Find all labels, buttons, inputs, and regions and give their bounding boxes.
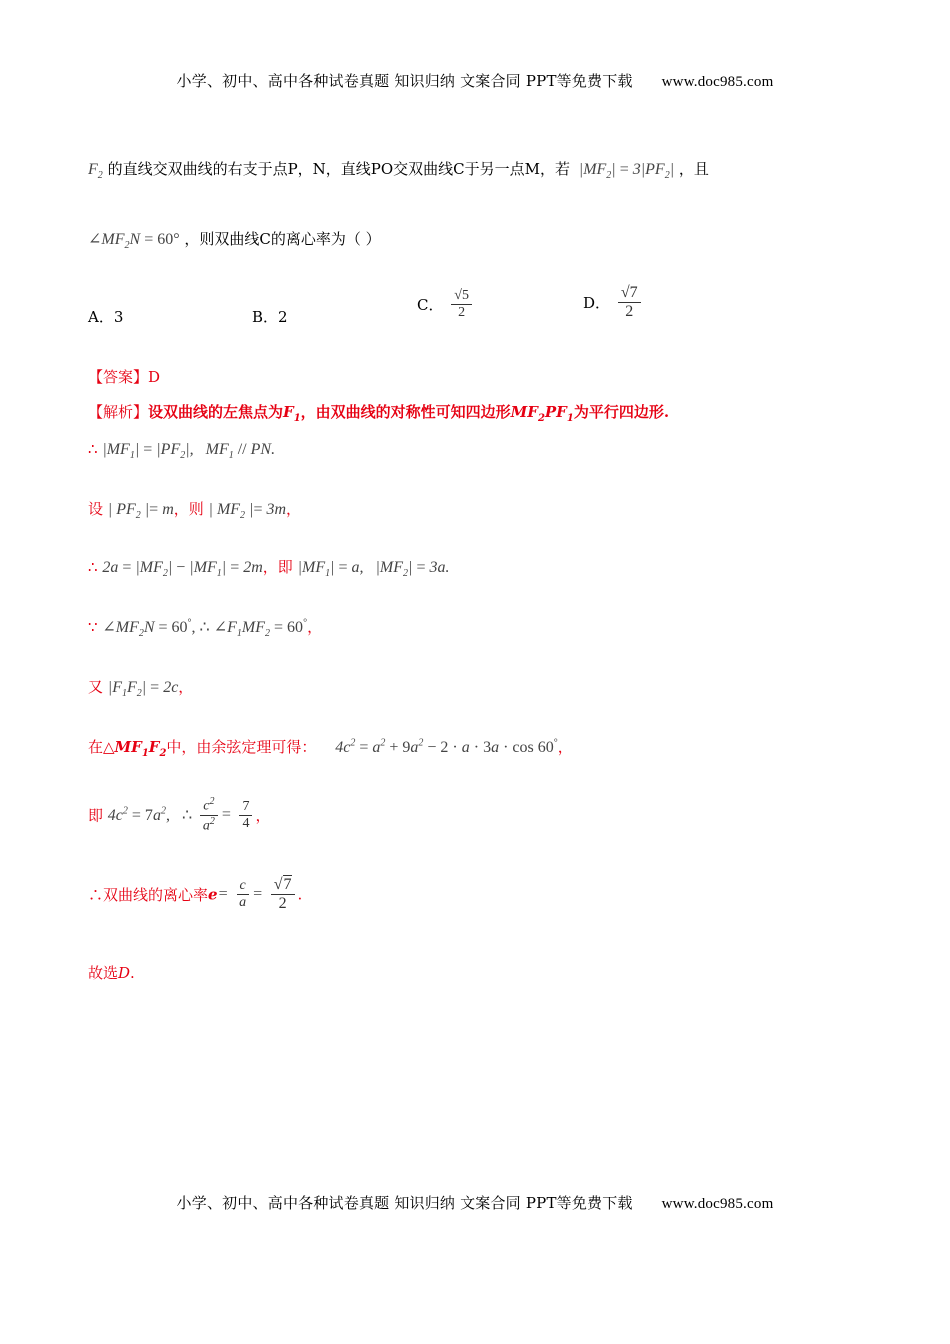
analysis-line-9: ∴双曲线的离心率e= $\frac{c}{a}$ = $\frac{√7}{2}$ . [88,876,303,912]
focus-f1: $F_1$ [283,403,301,424]
math-2a-2m: $2a = |MF_2| - |MF_1| = 2m$ [102,559,263,580]
analysis-line-3: 设 | $PF_2$ |= m，则 | $MF_2$ |= 3m， [88,500,302,522]
therefore-symbol-2: ∴ [88,558,98,576]
then-word: ，则 [173,500,204,518]
option-b-label: B． [252,308,279,326]
analysis-line-1 [88,401,669,424]
math-period: . [271,441,276,458]
math-cosine-law: $4c^2 = a^2 + 9a^2 - 2 \cdot a \cdot 3a \cdot \cos 60^\circ$ [335,737,558,756]
cosine-pre: 在△ [88,738,115,756]
conclusion-d: D [118,964,131,982]
footer-url[interactable]: www.doc985.com [661,1196,774,1212]
question-line-1-text: 的直线交双曲线的右支于点P，N，直线PO交双曲线C于另一点M，若 [107,160,571,178]
math-mf2-3pf2: $|MF_2| = 3|PF_2|$ [578,161,675,182]
frac-sqrt7-2: $\frac{√7}{2}$ [271,876,295,913]
option-c-den: 2 [458,305,466,320]
math-f2: $F_2$ [88,161,103,182]
math-mf2-3m: | $MF_2$ |= 3m [208,501,287,522]
option-d-den: 2 [625,303,634,320]
ji2-word: 即 [88,806,104,825]
analysis-line-4: ∴ $2a = |MF_2| - |MF_1| = 2m$，即 $|MF_1| = a$, $|MF_2| = 3a$. [88,558,450,580]
ji-word: ，即 [262,558,293,576]
math-f1f2-2c: $|F_1F_2| = 2c$ [107,679,179,700]
therefore-symbol: ∴ [88,440,98,458]
question-line-2 [88,228,381,251]
analysis-s1: 设双曲线的左焦点为 [148,403,284,421]
analysis-line-5: ∵ $\angle MF_2N = 60^\circ$, ∴ $\angle F_1MF_2 = 60^\circ$， [88,617,323,640]
option-c-fraction [451,288,472,321]
you-word: 又 [88,678,104,696]
quad-mf2pf1: $MF_2PF_1$ [510,403,574,424]
math-mf1-a-mf2-3a: $|MF_1| = a$, $|MF_2| = 3a$ [297,559,446,580]
math-mf1-pf2: $|MF_1| = |PF_2|$, $MF_1$ // PN [102,441,272,462]
option-d[interactable] [583,284,644,321]
cosine-mid: 中，由余弦定理可得： [166,738,317,756]
analysis-s1c: 为平行四边形. [573,403,670,421]
option-b-value: 2 [278,308,288,326]
option-a-label: A． [88,308,114,326]
question-line-1 [88,158,709,181]
conclusion-text: 故选 [88,964,119,982]
option-d-label: D． [583,294,611,312]
triangle-mf1f2: $MF_1F_2$ [114,738,167,759]
page-header [0,70,950,91]
answer-value: D [148,368,161,386]
question-line-2-text: ，则双曲线C的离心率为（ ） [184,230,381,248]
option-d-fraction [618,284,641,321]
math-angle-mf2n: $\angle MF_2N = 60^\circ$ [88,231,180,252]
answer-line [88,366,160,387]
math-4c2-7a2: $4c^2 = 7a^2$, ∴ [107,805,193,825]
set-word: 设 [88,500,104,518]
analysis-line-8: 即 $4c^2 = 7a^2$, ∴ $\frac{c^2}{a^2}$ = $\frac{7}{4}$ ， [88,796,271,834]
option-a[interactable] [88,306,123,327]
frac-7-4: $\frac{7}{4}$ [239,799,252,832]
math-pf2-m: | $PF_2$ |= m [107,501,174,522]
math-angle-relation: $\angle MF_2N = 60^\circ$, ∴ $\angle F_1MF_2 = 60^\circ$ [102,617,308,640]
option-c-label: C． [417,296,444,314]
conclusion-line: 故选D. [88,964,135,982]
header-url[interactable]: www.doc985.com [661,74,774,90]
option-c-num: √5 [451,288,472,305]
answer-tag: 【答案】 [88,368,149,386]
analysis-tag: 【解析】 [88,403,149,421]
option-b[interactable] [252,306,288,327]
ecc-text: ∴双曲线的离心率 [88,886,209,904]
ecc-e: e [208,885,218,904]
option-c[interactable] [417,288,475,321]
page-footer [0,1192,950,1213]
frac-c2-a2: $\frac{c^2}{a^2}$ [200,796,218,834]
analysis-line-2 [88,440,275,461]
footer-text: 小学、初中、高中各种试卷真题 知识归纳 文案合同 PPT等免费下载 [176,1194,633,1212]
analysis-line-7: 在$\triangle MF_1F_2$中，由余弦定理可得： $4c^2 = a^2 + 9a^2 - 2 \cdot a \cdot 3a \cdot \cos 60^\circ$， [88,737,573,759]
question-line-1-end: ，且 [678,160,709,178]
option-a-value: 3 [113,308,124,326]
frac-c-a: $\frac{c}{a}$ [236,878,249,911]
because-symbol: ∵ [88,618,98,636]
option-d-num: √7 [618,284,641,303]
analysis-line-6: 又 $|F_1F_2| = 2c$， [88,678,194,700]
analysis-s1b: ，由双曲线的对称性可知四边形 [300,403,511,421]
header-text: 小学、初中、高中各种试卷真题 知识归纳 文案合同 PPT等免费下载 [176,72,633,90]
